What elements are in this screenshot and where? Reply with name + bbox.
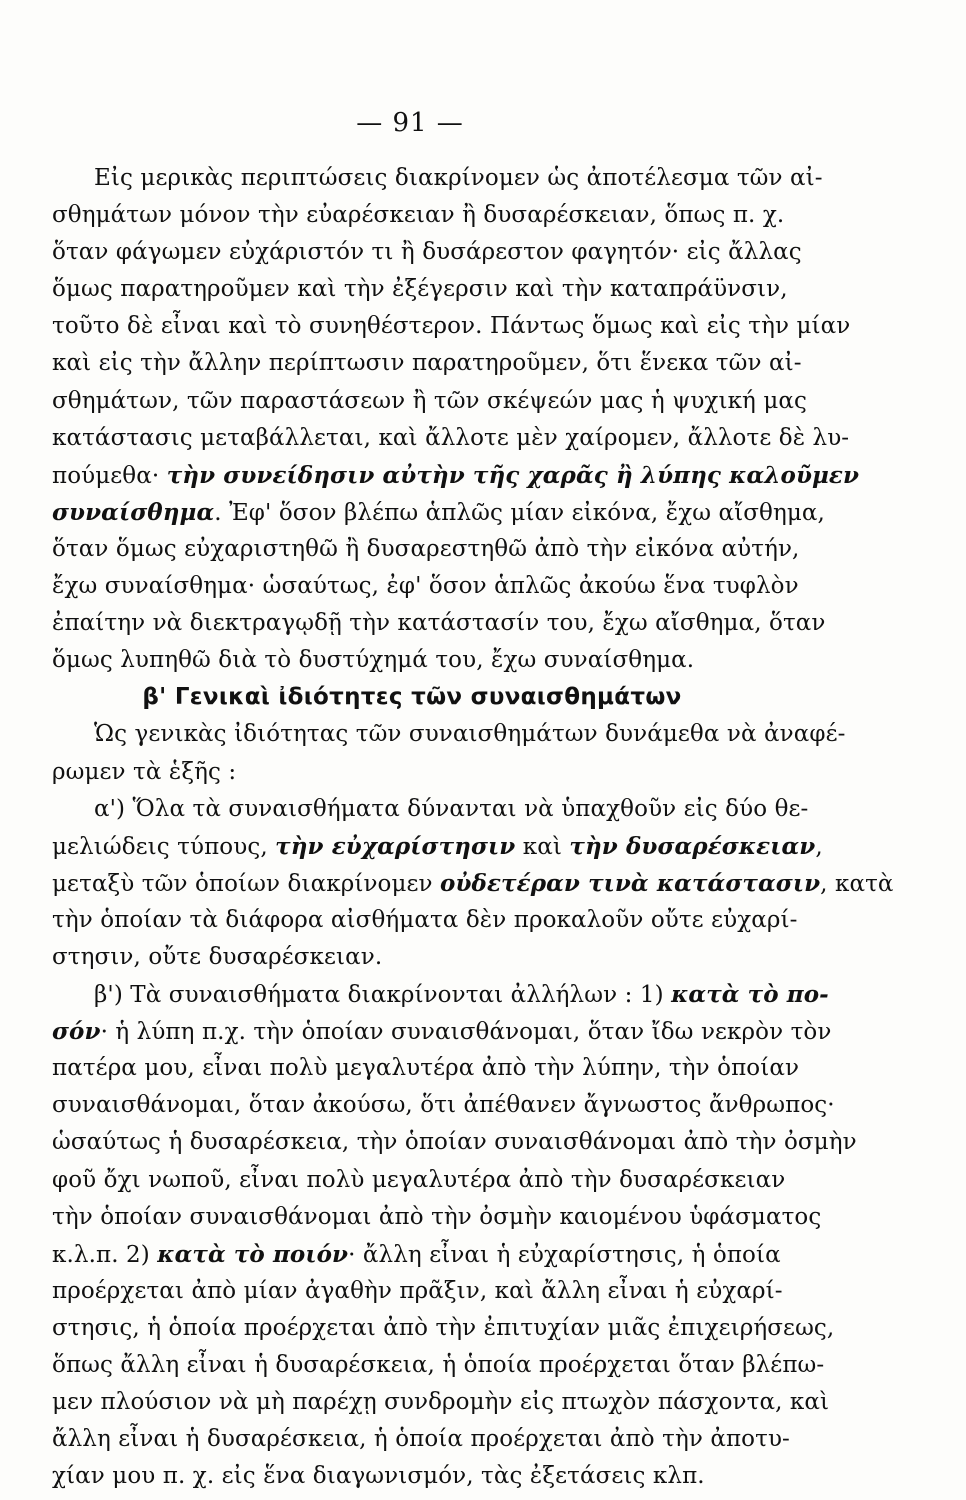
text-segment: κ.λ.π. 2) — [52, 1241, 158, 1268]
text-segment: προέρχεται ἀπὸ μίαν ἀγαθὴν πρᾶξιν, καὶ ἄλλη εἶναι ἡ εὐχαρί- — [52, 1277, 783, 1304]
text-segment: στησις, ἡ ὁποία προέρχεται ἀπὸ τὴν ἐπιτυχίαν μιᾶς ἐπιχειρήσεως, — [52, 1314, 835, 1341]
text-line — [52, 976, 829, 1013]
text-segment: τὴν ὁποίαν συναισθάνομαι ἀπὸ τὴν ὀσμὴν καιομένου ὑφάσματος — [52, 1203, 822, 1230]
text-line — [52, 383, 807, 420]
text-line — [52, 716, 846, 753]
text-segment: ρωμεν τὰ ἑξῆς : — [52, 758, 237, 785]
text-line — [52, 494, 825, 531]
text-segment: ἔχω συναίσθημα· ὡσαύτως, ἐφ' ὅσον ἁπλῶς ἀκούω ἕνα τυφλὸν — [52, 573, 799, 600]
emphasized-text: τὴν δυσαρέσκειαν — [569, 832, 816, 860]
text-line — [52, 234, 802, 271]
emphasized-text: σόν — [52, 1018, 101, 1046]
text-segment: α') Ὅλα τὰ συναισθήματα δύνανται νὰ ὑπαχθοῦν εἰς δύο θε- — [94, 795, 809, 822]
text-segment: καὶ — [515, 833, 570, 860]
text-segment: , — [815, 833, 823, 860]
text-segment: ἄλλη εἶναι ἡ δυσαρέσκεια, ἡ ὁποία προέρχεται ἀπὸ τὴν ἀποτυ- — [52, 1426, 790, 1453]
text-line — [52, 1347, 825, 1384]
text-line — [52, 1458, 772, 1495]
text-segment: ὅμως λυπηθῶ διὰ τὸ δυστύχημά του, ἔχω συναίσθημα. — [52, 647, 695, 674]
text-line — [52, 791, 809, 828]
text-segment: · ἄλλη εἶναι ἡ εὐχαρίστησις, ἡ ὁποία — [348, 1241, 781, 1268]
text-line — [52, 828, 823, 865]
text-line — [52, 345, 802, 382]
text-line — [52, 865, 894, 902]
text-segment: μεν πλούσιον νὰ μὴ παρέχῃ συνδρομὴν εἰς πτωχὸν πάσχοντα, καὶ — [52, 1389, 830, 1416]
text-line — [52, 568, 799, 605]
text-line — [52, 1273, 783, 1310]
text-segment: τὴν ὁποίαν τὰ διάφορα αἰσθήματα δὲν προκαλοῦν οὔτε εὐχαρί- — [52, 906, 798, 933]
text-line — [52, 642, 772, 679]
text-segment: χίαν μου π. χ. εἰς ἕνα διαγωνισμόν, τὰς ἐξετάσεις κλπ. — [52, 1463, 705, 1490]
text-segment: ὡσαύτως ἡ δυσαρέσκεια, τὴν ὁποίαν συναισθάνομαι ἀπὸ τὴν ὀσμὴν — [52, 1129, 857, 1156]
text-segment: σθημάτων, τῶν παραστάσεων ἢ τῶν σκέψεών μας ἡ ψυχική μας — [52, 387, 807, 414]
emphasized-text: κατὰ τὸ πο- — [671, 981, 829, 1009]
text-line — [52, 902, 798, 939]
text-segment: σθημάτων μόνον τὴν εὐαρέσκειαν ἢ δυσαρέσκειαν, ὅπως π. χ. — [52, 202, 785, 229]
text-line — [52, 1421, 790, 1458]
text-segment: κατάστασις μεταβάλλεται, καὶ ἄλλοτε μὲν χαίρομεν, ἄλλοτε δὲ λυ- — [52, 424, 850, 451]
text-line — [52, 1124, 857, 1161]
text-segment: , κατὰ — [820, 870, 894, 897]
text-line — [52, 457, 860, 494]
emphasized-text: τὴν εὐχαρίστησιν — [275, 832, 516, 860]
emphasized-text: τὴν συνείδησιν αὐτὴν τῆς χαρᾶς ἢ λύπης καλοῦμεν — [166, 461, 860, 489]
text-line — [52, 1162, 786, 1199]
text-line — [52, 1199, 822, 1236]
text-line — [52, 605, 826, 642]
text-line — [52, 939, 772, 976]
emphasized-text: κατὰ τὸ ποιόν — [157, 1240, 349, 1268]
text-line — [52, 160, 823, 197]
text-segment: Εἰς μερικὰς περιπτώσεις διακρίνομεν ὡς ἀποτέλεσμα τῶν αἰ- — [94, 165, 823, 191]
text-segment: ὅταν ὅμως εὐχαριστηθῶ ἢ δυσαρεστηθῶ ἀπὸ τὴν εἰκόνα αὐτήν, — [52, 535, 800, 562]
text-segment: καὶ εἰς τὴν ἄλλην περίπτωσιν παρατηροῦμεν, ὅτι ἕνεκα τῶν αἰ- — [52, 350, 802, 377]
text-segment: μελιώδεις τύπους, — [52, 833, 276, 860]
page-number: — 91 — — [356, 108, 464, 138]
text-line — [52, 1013, 832, 1050]
text-segment: ὅμως παρατηροῦμεν καὶ τὴν ἐξέγερσιν καὶ τὴν καταπράϋνσιν, — [52, 276, 788, 303]
text-segment: ἐπαίτην νὰ διεκτραγῳδῇ τὴν κατάστασίν του, ἔχω αἴσθημα, ὅταν — [52, 610, 826, 637]
text-line — [52, 1050, 800, 1087]
text-segment: στησιν, οὔτε δυσαρέσκειαν. — [52, 943, 383, 970]
text-line — [52, 308, 851, 345]
text-segment: β' Γενικαὶ ἰδιότητες τῶν συναισθημάτων — [142, 684, 682, 711]
text-line — [52, 1310, 835, 1347]
text-segment: ὅταν φάγωμεν εὐχάριστόν τι ἢ δυσάρεστον φαγητόν· εἰς ἄλλας — [52, 239, 802, 266]
text-line — [52, 1236, 781, 1273]
text-segment: · ἡ λύπη π.χ. τὴν ὁποίαν συναισθάνομαι, ὅταν ἴδω νεκρὸν τὸν — [100, 1019, 832, 1046]
text-segment: β') Τὰ συναισθήματα διακρίνονται ἀλλήλων : 1) — [94, 982, 672, 1009]
text-segment: μεταξὺ τῶν ὁποίων διακρίνομεν — [52, 870, 441, 897]
text-segment: . Ἐφ' ὅσον βλέπω ἁπλῶς μίαν εἰκόνα, ἔχω αἴσθημα, — [214, 499, 825, 526]
section-heading — [52, 679, 772, 716]
text-line — [52, 197, 785, 234]
emphasized-text: οὐδετέραν τινὰ κατάστασιν — [440, 869, 821, 897]
text-line — [52, 271, 788, 308]
text-segment: Ὡς γενικὰς ἰδιότητας τῶν συναισθημάτων δυνάμεθα νὰ ἀναφέ- — [94, 721, 846, 748]
text-segment: πατέρα μου, εἶναι πολὺ μεγαλυτέρα ἀπὸ τὴν λύπην, τὴν ὁποίαν — [52, 1055, 800, 1082]
page-text — [52, 160, 894, 1495]
text-line — [52, 754, 772, 791]
text-line — [52, 1087, 835, 1124]
text-line — [52, 531, 800, 568]
text-segment: φοῦ ὄχι νωποῦ, εἶναι πολὺ μεγαλυτέρα ἀπὸ τὴν δυσαρέσκειαν — [52, 1166, 786, 1193]
text-segment: ὅπως ἄλλη εἶναι ἡ δυσαρέσκεια, ἡ ὁποία προέρχεται ὅταν βλέπω- — [52, 1352, 825, 1378]
text-line — [52, 1384, 830, 1421]
text-segment: συναισθάνομαι, ὅταν ἀκούσω, ὅτι ἀπέθανεν ἄγνωστος ἄνθρωπος· — [52, 1092, 835, 1119]
text-segment: τοῦτο δὲ εἶναι καὶ τὸ συνηθέστερον. Πάντως ὅμως καὶ εἰς τὴν μίαν — [52, 313, 851, 340]
emphasized-text: συναίσθημα — [52, 498, 215, 526]
text-line — [52, 420, 850, 457]
text-segment: πούμεθα· — [52, 462, 167, 489]
